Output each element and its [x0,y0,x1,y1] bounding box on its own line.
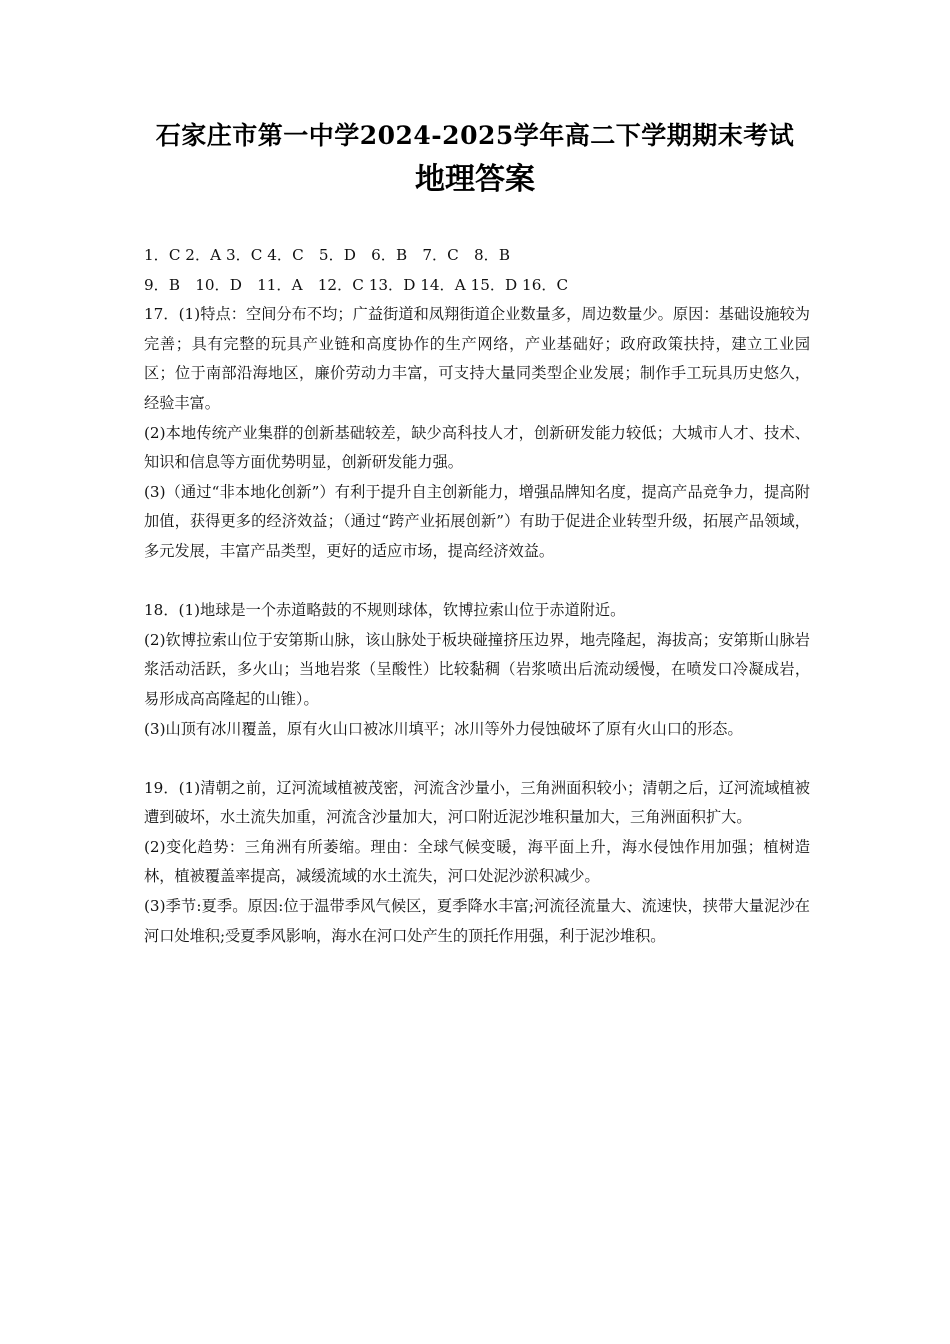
q18-part1: 18．(1)地球是一个赤道略鼓的不规则球体，钦博拉索山位于赤道附近。 [144,601,626,620]
answer-content [144,241,810,951]
q19-part2: (2)变化趋势：三角洲有所萎缩。理由：全球气候变暖，海平面上升，海水侵蚀作用加强；植树造林，植被覆盖率提高，减缓流域的水土流失，河口处泥沙淤积减少。 [144,837,810,886]
choice-answers-line-1: 1．C 2．A 3．C 4．C 5．D 6．B 7．C 8．B [144,246,510,264]
q18-part3: (3)山顶有冰川覆盖，原有火山口被冰川填平；冰川等外力侵蚀破坏了原有火山口的形态。 [144,719,743,738]
q17-part1: 17．(1)特点：空间分布不均；广益街道和凤翔街道企业数量多，周边数量少。原因：基础设施较为完善；具有完整的玩具产业链和高度协作的生产网络，产业基础好；政府政策扶持，建立工业园区；位于南部沿海地区，廉价劳动力丰富，可支持大量同类型企业发展；制作手工玩具历史悠久，经验丰富。 [144,305,810,412]
spacer [144,744,810,774]
document-title: 石家庄市第一中学2024-2025学年高二下学期期末考试 [155,121,795,150]
q18-part2: (2)钦博拉索山位于安第斯山脉，该山脉处于板块碰撞挤压边界，地壳隆起，海拔高；安第斯山脉岩浆活动活跃，多火山；当地岩浆（呈酸性）比较黏稠（岩浆喷出后流动缓慢，在喷发口冷凝成岩，易形成高高隆起的山锥）。 [144,630,810,708]
document-subtitle: 地理答案 [415,162,535,197]
q19-part1: 19．(1)清朝之前，辽河流域植被茂密，河流含沙量小，三角洲面积较小；清朝之后，辽河流域植被遭到破坏，水土流失加重，河流含沙量加大，河口附近泥沙堆积量加大，三角洲面积扩大。 [144,778,810,827]
spacer [144,567,810,597]
choice-answers-line-2: 9．B 10．D 11．A 12．C 13．D 14．A 15．D 16．C [144,275,569,294]
q17-part3: (3)（通过“非本地化创新”）有利于提升自主创新能力，增强品牌知名度，提高产品竞争力，提高附加值，获得更多的经济效益；（通过“跨产业拓展创新”）有助于促进企业转型升级，拓展产品领域，多元发展，丰富产品类型，更好的适应市场，提高经济效益。 [144,482,810,560]
q17-part2: (2)本地传统产业集群的创新基础较差，缺少高科技人才，创新研发能力较低；大城市人才、技术、知识和信息等方面优势明显，创新研发能力强。 [144,423,810,472]
q19-part3: (3)季节:夏季。原因:位于温带季风气候区，夏季降水丰富;河流径流量大、流速快，挟带大量泥沙在河口处堆积;受夏季风影响，海水在河口处产生的顶托作用强，利于泥沙堆积。 [144,897,810,945]
